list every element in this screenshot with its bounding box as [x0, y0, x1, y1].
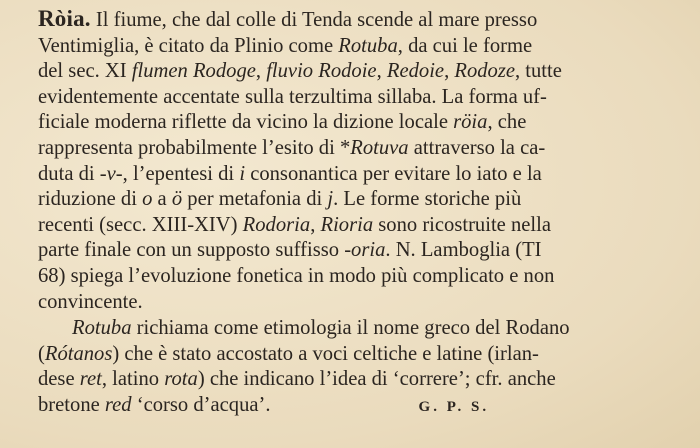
italic-term: Rioria: [320, 213, 374, 236]
italic-term: Rodoria: [242, 213, 311, 236]
text-run: , tutte: [514, 60, 562, 83]
author-signature: G. P. S.: [418, 398, 490, 415]
text-line: [38, 213, 684, 239]
italic-term: Rotuva: [350, 136, 409, 159]
italic-term: j: [327, 188, 334, 211]
text-run: ficiale moderna riflette da vicino la dizione locale: [38, 111, 454, 134]
text-run: riduzione di: [38, 188, 143, 211]
italic-term: Rotuba: [72, 317, 132, 340]
text-run: , latino: [101, 368, 165, 391]
text-run: ,: [310, 213, 321, 236]
entry-headword: Ròia.: [38, 6, 91, 31]
text-run: ‘corso d’acqua’.: [131, 393, 271, 416]
text-line: [38, 59, 684, 85]
text-line: [38, 342, 684, 368]
italic-term: -v-: [99, 162, 123, 185]
italic-term: röia: [453, 111, 488, 134]
text-line: [38, 6, 684, 34]
italic-term: Rodoze: [454, 60, 515, 83]
italic-term: rota: [164, 368, 198, 391]
text-line: [38, 85, 684, 111]
text-run: sono ricostruite nella: [373, 213, 551, 236]
text-run: rappresenta probabilmente l’esito di *: [38, 136, 351, 159]
text-line: [38, 367, 684, 393]
text-run: (: [38, 342, 45, 365]
italic-term: i: [239, 162, 246, 185]
italic-term: Redoie: [386, 60, 445, 83]
text-line: [38, 187, 684, 213]
text-run: . Le forme storiche più: [333, 188, 522, 211]
text-line: [38, 290, 684, 316]
text-run: , l’epentesi di: [122, 162, 240, 185]
text-line: [38, 34, 684, 60]
text-run: . N. Lamboglia (TI: [385, 239, 542, 262]
entry-paragraph-1: [38, 6, 684, 315]
text-run: ,: [444, 60, 455, 83]
text-line: [38, 110, 684, 136]
italic-term: -oria: [344, 239, 386, 262]
text-run: parte finale con un supposto suffisso: [38, 239, 345, 262]
italic-term: ret: [79, 368, 102, 391]
text-line: [38, 238, 684, 264]
text-run: , che: [487, 111, 527, 134]
text-run: ,: [255, 60, 267, 83]
text-run: duta di: [38, 162, 100, 185]
italic-term: ö: [171, 188, 183, 211]
text-run: recenti (secc. XIII-XIV): [38, 213, 243, 236]
text-line: [38, 136, 684, 162]
text-run: ) che indicano l’idea di ‘correre’; cfr. anche: [197, 368, 556, 391]
text-line: [38, 316, 684, 342]
text-run: Ventimiglia, è citato da Plinio come: [38, 34, 339, 57]
text-line: [38, 162, 684, 188]
italic-term: Rotuba: [338, 34, 398, 57]
italic-term: o: [142, 188, 153, 211]
text-run: convincente.: [38, 290, 143, 313]
text-run: ,: [376, 60, 387, 83]
text-run: bretone: [38, 393, 105, 416]
text-run: per metafonia di: [182, 188, 328, 211]
text-line: [38, 264, 684, 290]
text-run: a: [152, 188, 172, 211]
text-run: ) che è stato accostato a voci celtiche e latine (irlan-: [112, 342, 539, 365]
text-run: dese: [38, 368, 80, 391]
text-line: [38, 393, 684, 421]
text-run: del sec. XI: [38, 60, 132, 83]
entry-paragraph-2: [38, 316, 684, 420]
italic-term: fluvio Rodoie: [266, 60, 377, 83]
italic-term: red: [104, 393, 132, 416]
text-run: attraverso la ca-: [408, 136, 546, 159]
dictionary-entry: [38, 6, 684, 421]
text-run: 68) spiega l’evoluzione fonetica in modo più complicato e non: [38, 264, 555, 287]
italic-term: Rótanos: [44, 342, 113, 365]
text-run: richiama come etimologia il nome greco del Rodano: [131, 317, 570, 340]
text-run: evidentemente accentate sulla terzultima sillaba. La forma uf-: [38, 85, 547, 108]
text-run: consonantica per evitare lo iato e la: [245, 162, 542, 185]
text-run: , da cui le forme: [397, 34, 533, 57]
italic-term: flumen Rodoge: [131, 60, 256, 83]
text-run: Il fiume, che dal colle di Tenda scende al mare presso: [95, 9, 538, 31]
